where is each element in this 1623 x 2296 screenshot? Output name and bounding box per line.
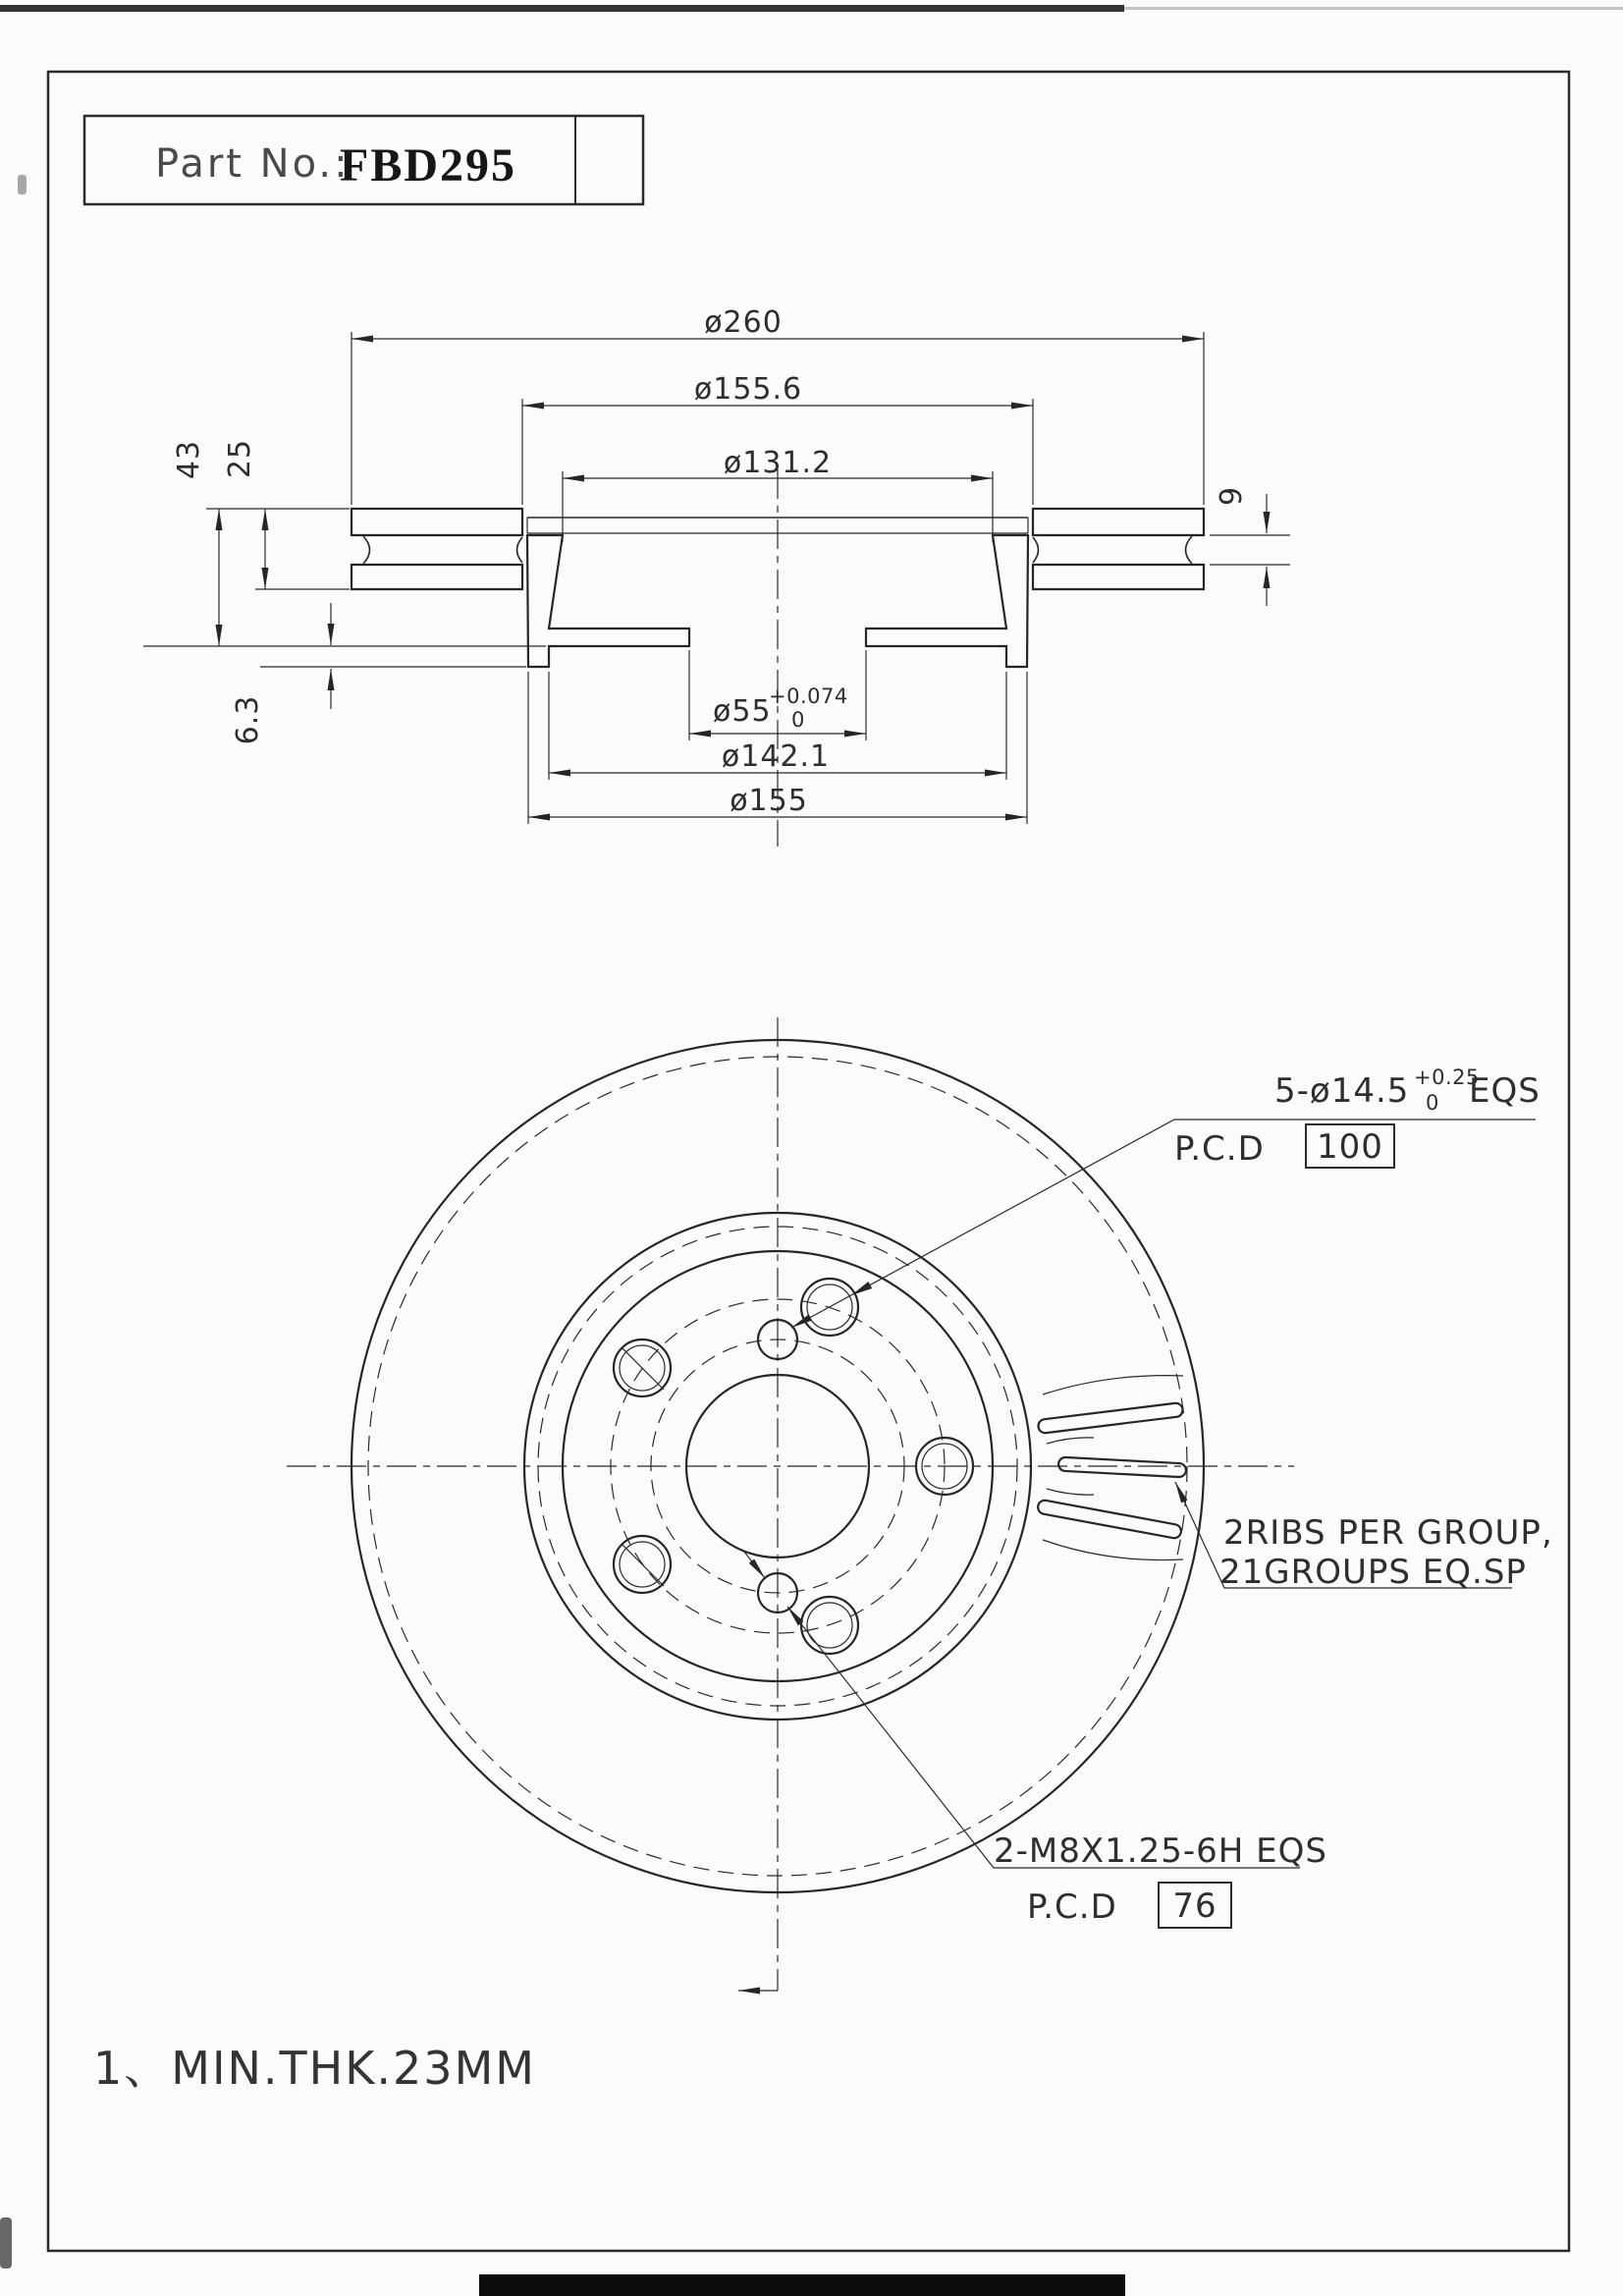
outboard-plate-right	[1033, 509, 1204, 535]
section-view	[143, 305, 1290, 847]
callout-thread-pcd-value: 76	[1172, 1886, 1217, 1926]
dimension-25	[223, 439, 350, 589]
vent-rib-slots	[1037, 1376, 1186, 1560]
part-number-label: Part No.:	[155, 141, 351, 187]
part-number-value: FBD295	[340, 139, 516, 191]
bolt-hole	[614, 1536, 671, 1593]
callout-ribs-line2: 21GROUPS EQ.SP	[1219, 1553, 1527, 1592]
front-view	[287, 1017, 1553, 1991]
callout-bolt-eqs: EQS	[1469, 1071, 1541, 1111]
callout-thread-pcd-label: P.C.D	[1027, 1887, 1117, 1927]
vent-wall	[517, 537, 523, 563]
dimension-9	[1210, 486, 1290, 606]
dim-text-bore-tol-lower: 0	[791, 708, 805, 732]
bolt-hole	[614, 1339, 671, 1396]
dimension-6-3	[231, 603, 526, 744]
vent-wall	[1033, 537, 1039, 563]
min-thickness-note: 1、MIN.THK.23MM	[93, 2042, 536, 2095]
hat-section-left	[527, 535, 689, 667]
dim-text-9: 9	[1215, 485, 1249, 507]
dim-text-d142-1: ø142.1	[721, 739, 831, 774]
callout-bolt-tol-lower: 0	[1426, 1091, 1439, 1115]
dim-text-bore: ø55	[713, 694, 772, 729]
dim-text-d155-6: ø155.6	[693, 372, 803, 407]
dim-text-43: 43	[172, 439, 206, 480]
dimension-43	[143, 440, 546, 646]
callout-bolt-pcd-value: 100	[1317, 1127, 1383, 1167]
title-block	[84, 116, 643, 204]
dim-text-bore-tol-upper: +0.074	[769, 684, 848, 708]
leader-arrow	[851, 1282, 872, 1295]
dim-text-25: 25	[223, 438, 257, 479]
inboard-plate-left	[352, 565, 522, 589]
hat-section-right	[866, 535, 1028, 667]
dim-text-d155: ø155	[730, 784, 808, 818]
vent-wall	[363, 536, 370, 564]
dim-text-d131-2: ø131.2	[723, 446, 833, 480]
callout-bolt-size: 5-ø14.5	[1274, 1071, 1410, 1111]
inboard-plate-right	[1033, 565, 1204, 589]
thread-callout	[744, 1552, 1327, 1928]
callout-ribs-line1: 2RIBS PER GROUP,	[1223, 1513, 1553, 1553]
callout-bolt-tol-upper: +0.25	[1414, 1066, 1480, 1089]
rib-callout	[1175, 1482, 1553, 1592]
vent-wall	[1186, 536, 1193, 564]
dim-text-d260: ø260	[704, 305, 783, 340]
dim-text-6-3: 6.3	[231, 694, 265, 745]
outboard-plate-left	[352, 509, 522, 535]
callout-thread-size: 2-M8X1.25-6H EQS	[994, 1831, 1327, 1871]
callout-bolt-pcd-label: P.C.D	[1174, 1129, 1265, 1169]
